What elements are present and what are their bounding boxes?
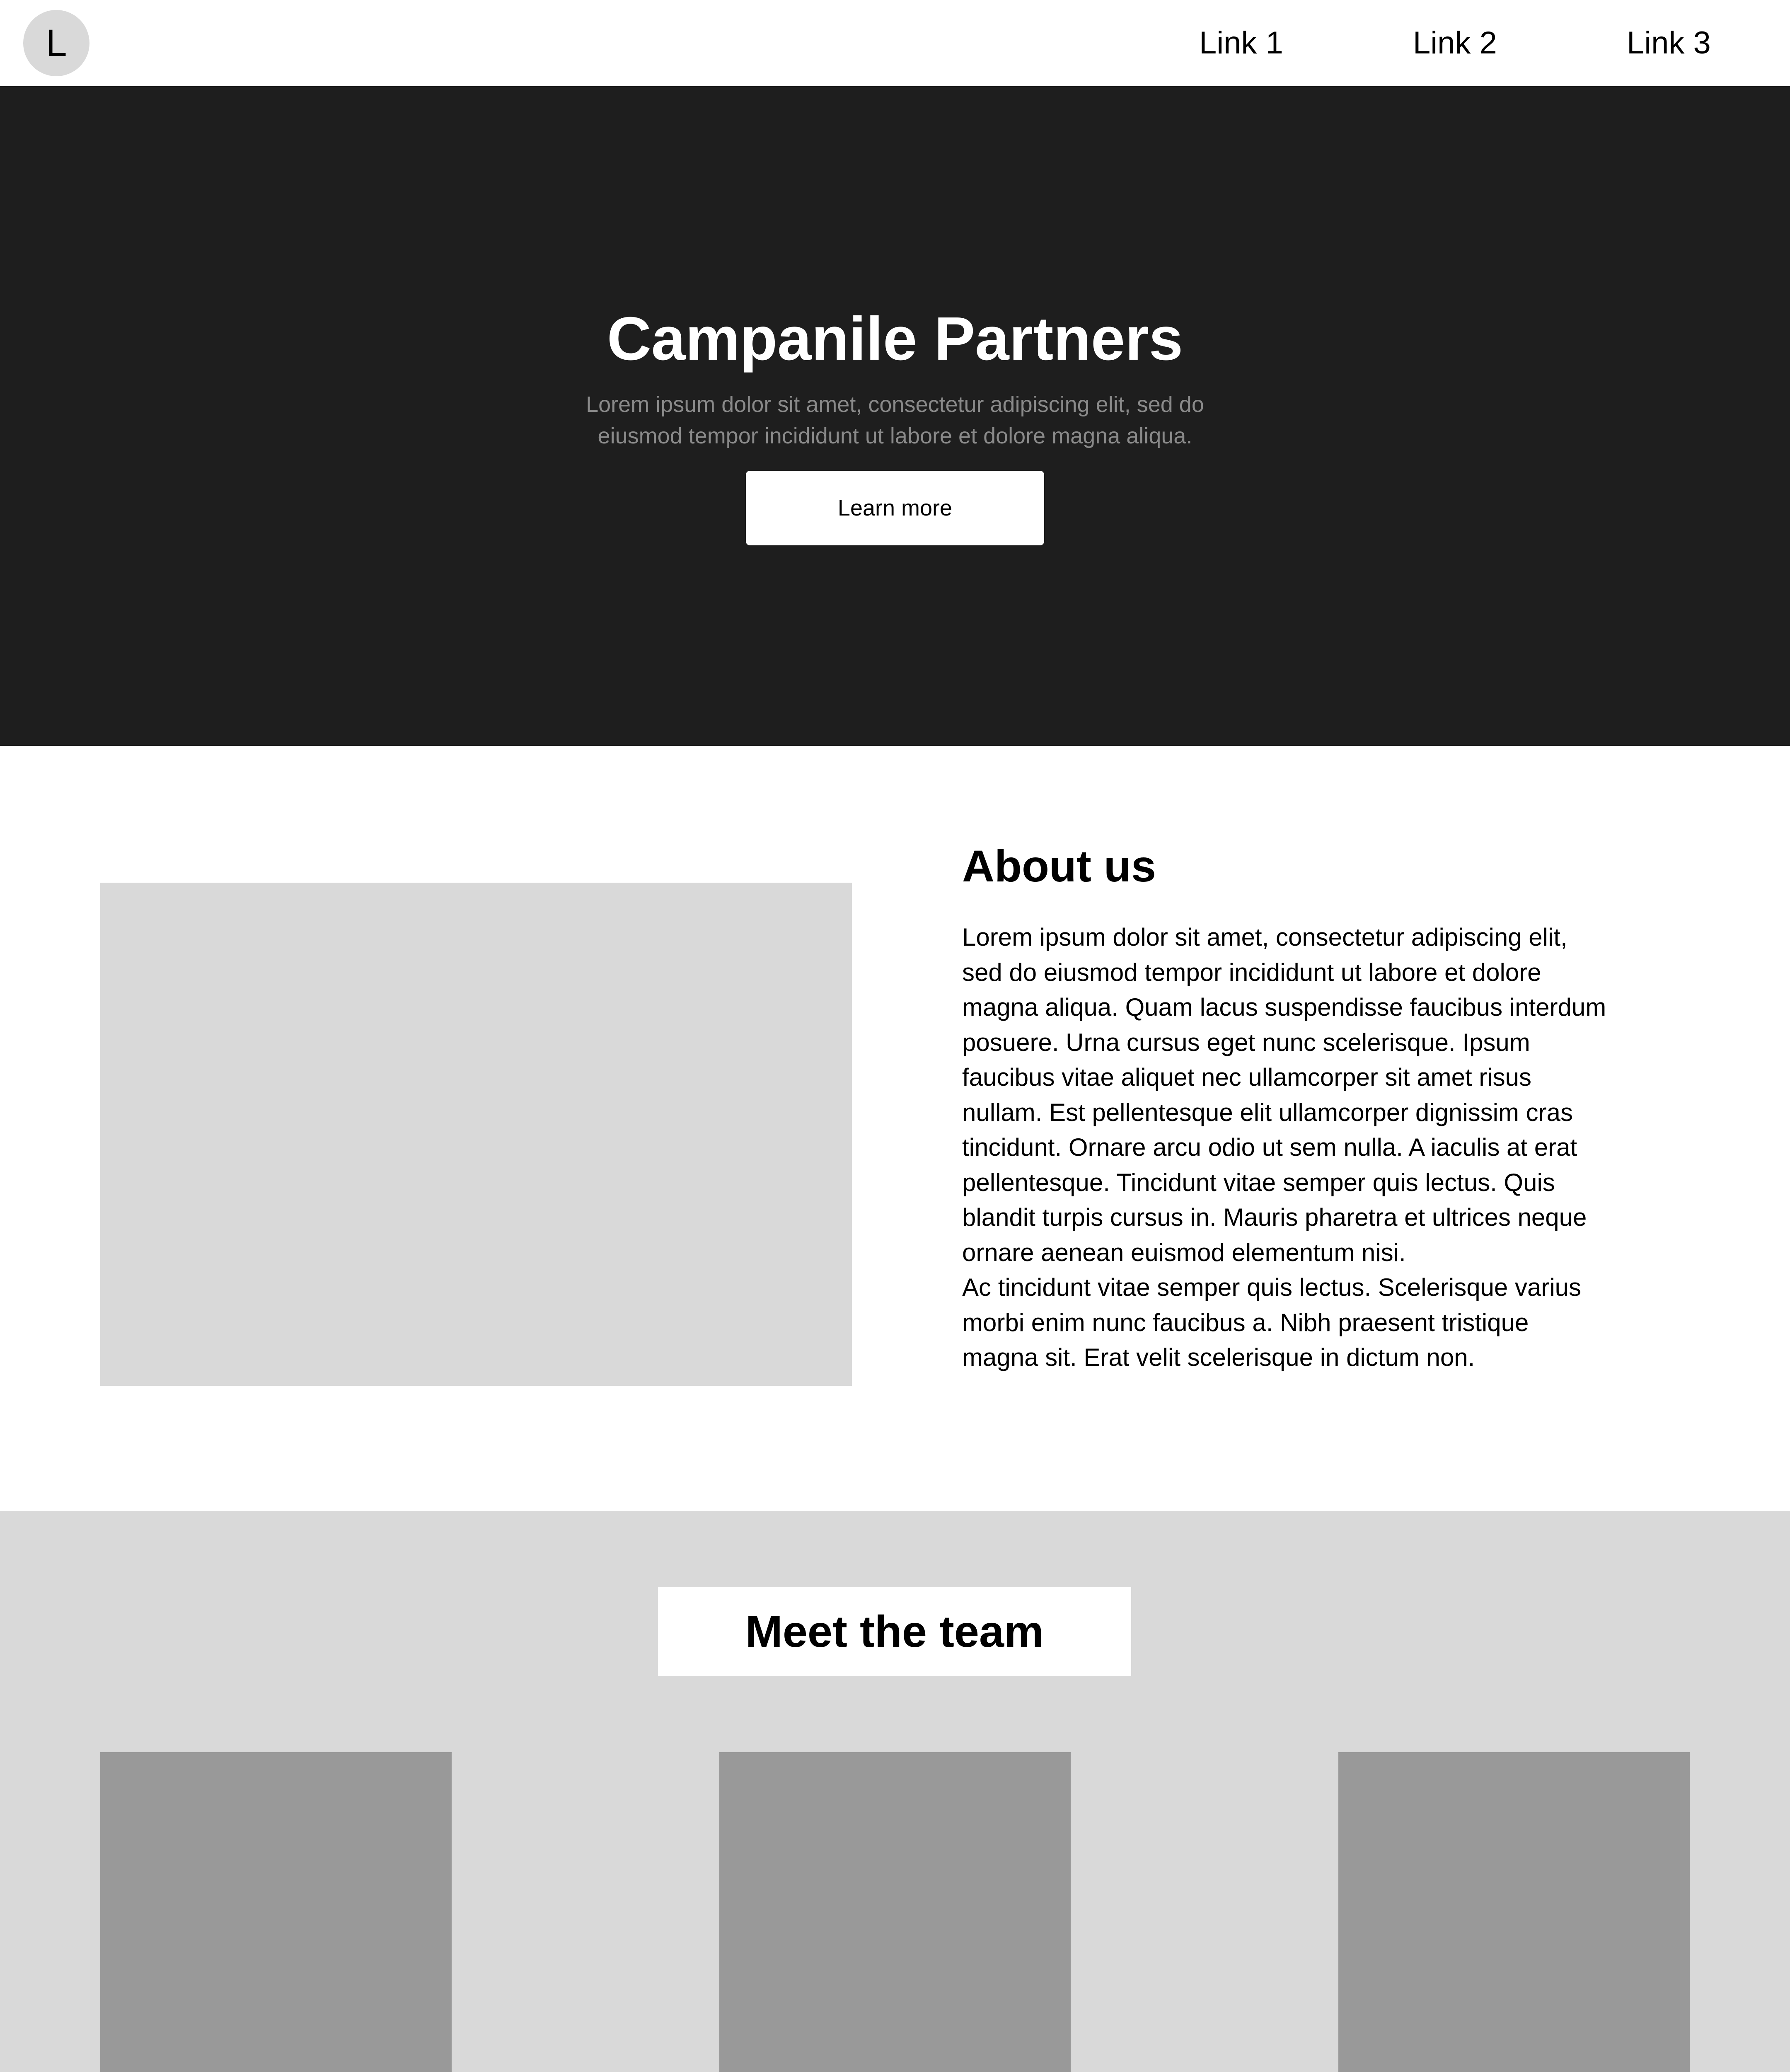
site-header bbox=[0, 0, 1790, 86]
hero-subtitle: Lorem ipsum dolor sit amet, consectetur adipiscing elit, sed do eiusmod tempor incididunt ut labore et dolore magna aliqua. bbox=[586, 392, 1204, 448]
team-member-photo-3 bbox=[1338, 1752, 1690, 2072]
team-member-photo-1 bbox=[100, 1752, 452, 2072]
about-title: About us bbox=[962, 841, 1156, 891]
team-member-photo-2 bbox=[719, 1752, 1071, 2072]
team-title-box bbox=[658, 1587, 1131, 1676]
team-title: Meet the team bbox=[745, 1606, 1044, 1656]
hero-title: Campanile Partners bbox=[607, 305, 1183, 373]
nav-link-2[interactable]: Link 2 bbox=[1413, 25, 1497, 61]
about-text: Lorem ipsum dolor sit amet, consectetur adipiscing elit, sed do eiusmod tempor incididunt ut labore et dolore magna aliqua. Quam lacus suspendisse faucibus interdum posuere. Urna cursus eget nunc scelerisque. Ipsum faucibus vitae aliquet nec ullamcorper sit amet risus nullam. Est pellentesque elit ullamcorper dignissim cras tincidunt. Ornare arcu odio ut sem nulla. A iaculis at erat pellentesque. Tincidunt vitae semper quis lectus. Quis blandit turpis cursus in. Mauris pharetra et ultrices neque ornare aenean euismod elementum nisi. Ac tincidunt vitae semper quis lectus. Scelerisque varius morbi enim nunc faucibus a. Nibh praesent tristique magna sit. Erat velit scelerisque in dictum non. bbox=[962, 923, 1606, 1371]
hero-section bbox=[0, 86, 1790, 746]
team-section bbox=[0, 1511, 1790, 2072]
nav-link-3[interactable]: Link 3 bbox=[1627, 25, 1711, 61]
learn-more-button[interactable]: Learn more bbox=[746, 471, 1044, 545]
logo-letter: L bbox=[46, 22, 67, 64]
logo[interactable] bbox=[23, 10, 90, 76]
about-image-placeholder bbox=[100, 883, 852, 1386]
nav-link-1[interactable]: Link 1 bbox=[1199, 25, 1283, 61]
